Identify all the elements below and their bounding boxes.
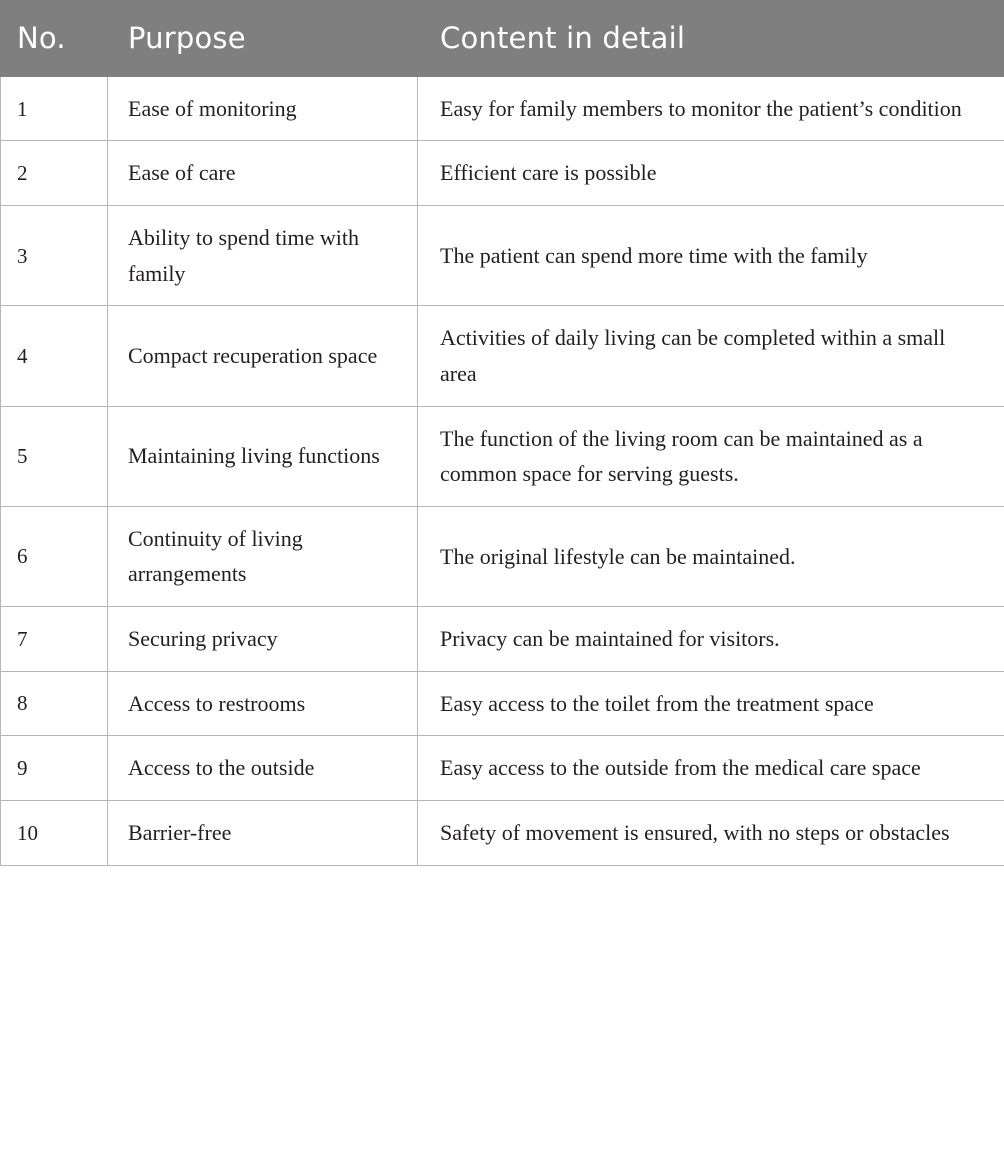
- row-detail: Easy for family members to monitor the patient’s condition: [418, 76, 1004, 141]
- row-purpose: Ease of care: [108, 141, 418, 206]
- row-number: 9: [1, 736, 108, 801]
- table-row: [1, 406, 1004, 506]
- row-detail: Easy access to the toilet from the treatment space: [418, 671, 1004, 736]
- row-number: 3: [1, 206, 108, 306]
- table-row: [1, 206, 1004, 306]
- row-number: 5: [1, 406, 108, 506]
- row-number: 4: [1, 306, 108, 406]
- table-row: [1, 607, 1004, 672]
- row-purpose: Ability to spend time with family: [108, 206, 418, 306]
- column-header-content-in-detail: Content in detail: [418, 1, 1004, 77]
- row-detail: The patient can spend more time with the family: [418, 206, 1004, 306]
- row-number: 1: [1, 76, 108, 141]
- table-row: [1, 800, 1004, 865]
- table-row: [1, 141, 1004, 206]
- table-row: [1, 76, 1004, 141]
- table-row: [1, 736, 1004, 801]
- row-purpose: Barrier-free: [108, 800, 418, 865]
- row-detail: The original lifestyle can be maintained.: [418, 506, 1004, 606]
- row-purpose: Access to the outside: [108, 736, 418, 801]
- column-header-no: No.: [1, 1, 108, 77]
- column-header-purpose: Purpose: [108, 1, 418, 77]
- table-header: [1, 1, 1004, 77]
- table-row: [1, 306, 1004, 406]
- row-detail: Privacy can be maintained for visitors.: [418, 607, 1004, 672]
- row-number: 7: [1, 607, 108, 672]
- row-purpose: Securing privacy: [108, 607, 418, 672]
- row-detail: Efficient care is possible: [418, 141, 1004, 206]
- row-purpose: Compact recuperation space: [108, 306, 418, 406]
- row-number: 6: [1, 506, 108, 606]
- table-body: [1, 76, 1004, 865]
- row-purpose: Maintaining living functions: [108, 406, 418, 506]
- row-number: 2: [1, 141, 108, 206]
- table-header-row: [1, 1, 1004, 77]
- row-detail: The function of the living room can be maintained as a common space for serving guests.: [418, 406, 1004, 506]
- row-purpose: Ease of monitoring: [108, 76, 418, 141]
- row-purpose: Continuity of living arrangements: [108, 506, 418, 606]
- table-row: [1, 671, 1004, 736]
- row-purpose: Access to restrooms: [108, 671, 418, 736]
- row-number: 10: [1, 800, 108, 865]
- row-detail: Safety of movement is ensured, with no steps or obstacles: [418, 800, 1004, 865]
- row-detail: Easy access to the outside from the medical care space: [418, 736, 1004, 801]
- table-row: [1, 506, 1004, 606]
- row-number: 8: [1, 671, 108, 736]
- row-detail: Activities of daily living can be completed within a small area: [418, 306, 1004, 406]
